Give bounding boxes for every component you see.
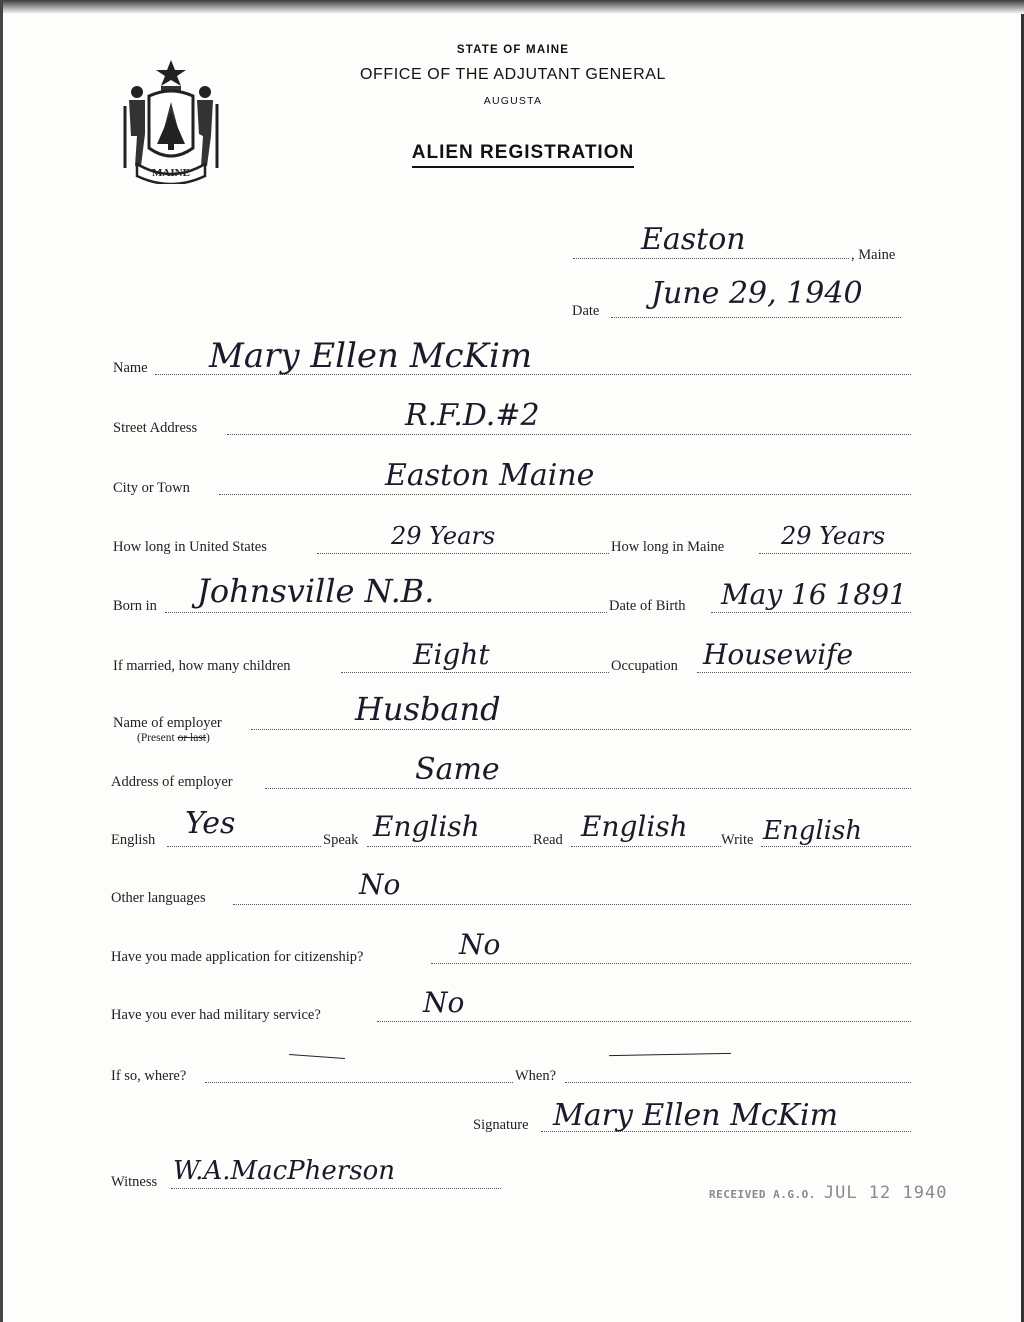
how-long-us-line: [317, 553, 609, 554]
dob-label: Date of Birth: [609, 598, 686, 614]
employer-address-line: [265, 788, 911, 789]
present-open: (Present: [137, 732, 178, 744]
children-line: [341, 672, 609, 673]
received-stamp: [709, 1183, 947, 1203]
employer-label: Name of employer: [113, 715, 222, 731]
how-long-maine-value: 29 Years: [781, 522, 886, 550]
citizenship-value: No: [459, 928, 501, 961]
when-dash: [609, 1053, 731, 1056]
town-line: [573, 258, 849, 259]
english-line: [167, 846, 321, 847]
occupation-value: Housewife: [703, 638, 854, 671]
how-long-maine-line: [759, 553, 911, 554]
speak-label: Speak: [323, 832, 359, 848]
city-heading: AUGUSTA: [483, 95, 543, 107]
english-value: Yes: [185, 806, 236, 841]
present-close: ): [206, 732, 210, 744]
state-heading: STATE OF MAINE: [456, 44, 570, 56]
street-value: R.F.D.#2: [405, 398, 540, 433]
scan-edge: [3, 0, 1024, 14]
military-line: [377, 1021, 911, 1022]
where-label: If so, where?: [111, 1068, 187, 1084]
employer-line: [251, 729, 911, 730]
maine-label: , Maine: [851, 247, 896, 263]
dob-value: May 16 1891: [721, 578, 907, 611]
state-seal-icon: [115, 56, 227, 184]
city-value: Easton Maine: [385, 458, 595, 493]
form-title-text: ALIEN REGISTRATION: [412, 142, 634, 168]
signature-value: Mary Ellen McKim: [553, 1098, 839, 1133]
how-long-us-label: How long in United States: [113, 539, 267, 555]
citizenship-label: Have you made application for citizenship?: [111, 949, 364, 965]
name-value: Mary Ellen McKim: [209, 336, 533, 376]
form-title: [323, 142, 723, 164]
military-value: No: [423, 986, 465, 1019]
street-line: [227, 434, 911, 435]
witness-label: Witness: [111, 1174, 158, 1190]
how-long-maine-label: How long in Maine: [611, 539, 725, 555]
witness-line: [171, 1188, 501, 1189]
born-in-line: [165, 612, 607, 613]
citizenship-line: [431, 963, 911, 964]
witness-value: W.A.MacPherson: [173, 1156, 395, 1186]
office-heading: OFFICE OF THE ADJUTANT GENERAL: [359, 66, 667, 83]
where-line: [205, 1082, 513, 1083]
date-label: Date: [572, 303, 600, 319]
other-languages-label: Other languages: [111, 890, 206, 906]
write-value: English: [763, 816, 863, 846]
signature-label: Signature: [473, 1117, 529, 1133]
where-dash: [289, 1054, 345, 1059]
name-label: Name: [113, 360, 148, 376]
present-or-last-note: [137, 732, 210, 744]
speak-value: English: [373, 810, 480, 843]
date-line: [611, 317, 901, 318]
military-label: Have you ever had military service?: [111, 1007, 321, 1023]
employer-value: Husband: [355, 690, 501, 728]
born-in-value: Johnsville N.B.: [197, 572, 435, 610]
when-line: [565, 1082, 911, 1083]
read-value: English: [581, 810, 688, 843]
date-value: June 29, 1940: [651, 276, 863, 311]
how-long-us-value: 29 Years: [391, 522, 496, 550]
city-line: [219, 494, 911, 495]
other-languages-line: [233, 904, 911, 905]
city-label: City or Town: [113, 480, 190, 496]
write-line: [761, 846, 911, 847]
other-languages-value: No: [359, 868, 401, 901]
children-value: Eight: [413, 638, 490, 671]
occupation-label: Occupation: [611, 658, 678, 674]
write-label: Write: [721, 832, 754, 848]
received-stamp-label: RECEIVED A.G.O.: [709, 1188, 816, 1201]
speak-line: [367, 846, 531, 847]
employer-address-value: Same: [415, 752, 500, 787]
children-label: If married, how many children: [113, 658, 291, 674]
occupation-line: [697, 672, 911, 673]
dob-line: [711, 612, 911, 613]
employer-address-label: Address of employer: [111, 774, 233, 790]
when-label: When?: [515, 1068, 557, 1084]
english-label: English: [111, 832, 156, 848]
read-line: [571, 846, 721, 847]
born-in-label: Born in: [113, 598, 157, 614]
seal-lettering: MAINE: [152, 167, 190, 179]
town-value: Easton: [641, 222, 746, 257]
read-label: Read: [533, 832, 563, 848]
or-last-struck: or last: [177, 732, 206, 744]
street-label: Street Address: [113, 420, 198, 436]
received-stamp-date: JUL 12 1940: [823, 1183, 948, 1203]
